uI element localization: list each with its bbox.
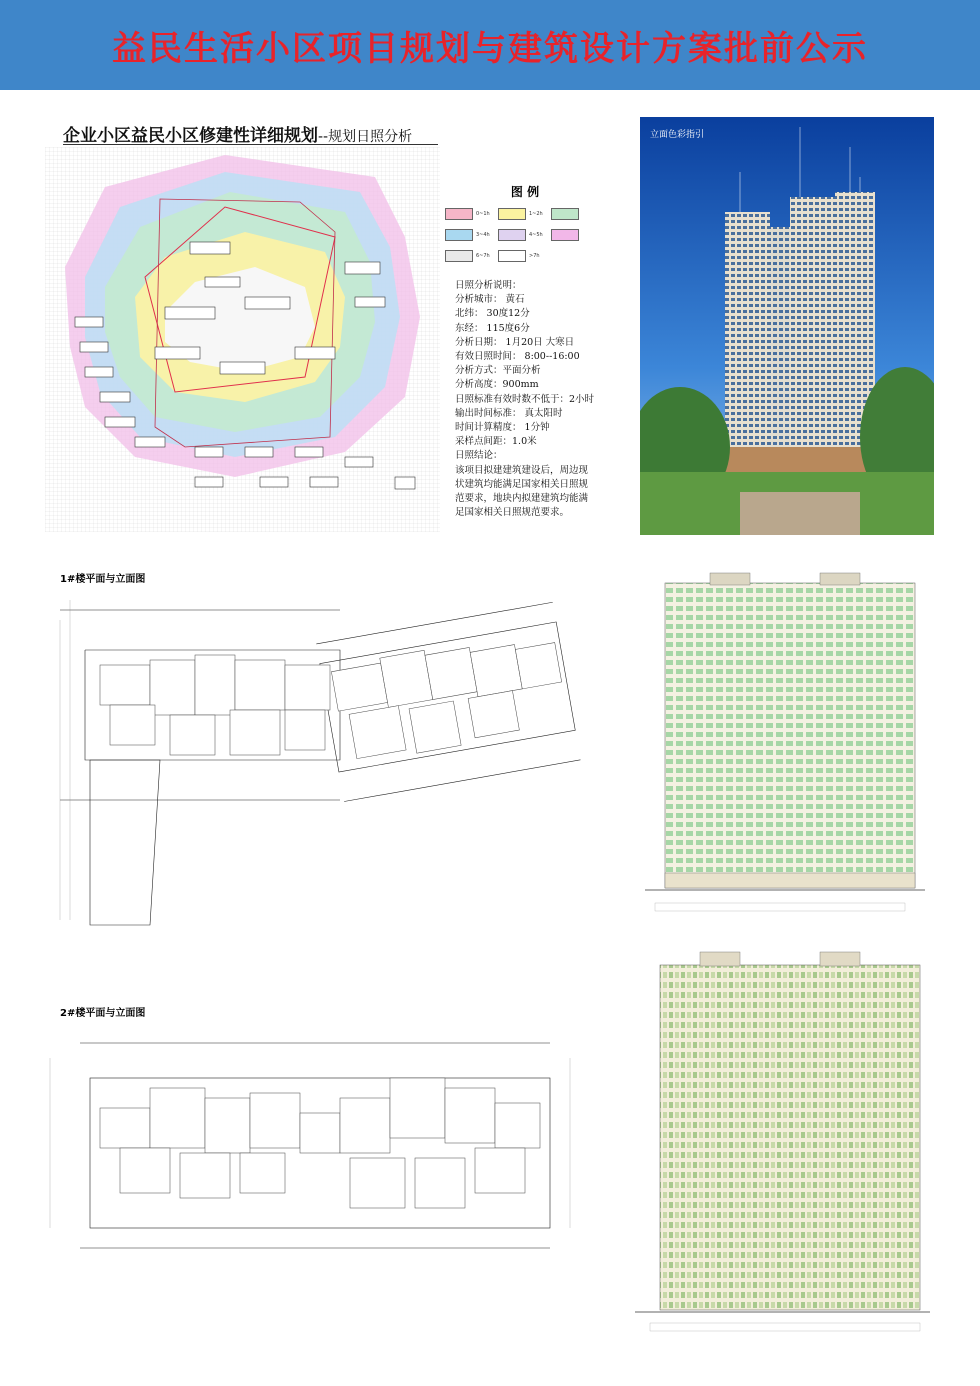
note-line: 采样点间距：1.0米: [455, 436, 537, 448]
analysis-notes: [455, 279, 595, 520]
legend-label: 0~1h: [476, 211, 490, 217]
sunlight-analysis-panel: [45, 117, 605, 532]
note-line: 分析高度：900mm: [455, 379, 539, 391]
sunlight-title: [63, 121, 412, 146]
note-line: 分析城市： 黄石: [455, 294, 525, 306]
legend-item: [445, 208, 498, 220]
legend-item: [551, 229, 604, 241]
legend-item: [445, 250, 498, 262]
sunlight-title-sub: --规划日照分析: [318, 129, 413, 145]
note-line: 时间计算精度： 1分钟: [455, 422, 550, 434]
note-line: 东经： 115度6分: [455, 322, 530, 334]
title-banner: [0, 0, 980, 90]
legend-label: 4~5h: [529, 232, 543, 238]
note-line: 分析日期： 1月20日 大寒日: [455, 336, 575, 348]
building-2-floor-plan: [40, 1018, 585, 1318]
building-1-elevation: [625, 568, 935, 928]
note-line: 北纬： 30度12分: [455, 308, 530, 320]
note-line: 有效日照时间： 8:00--16:00: [455, 351, 580, 363]
legend-label: 6~7h: [476, 253, 490, 259]
legend-item: [498, 208, 551, 220]
legend-label: >7h: [529, 253, 540, 259]
conclusion-text: 该项目拟建建筑建设后，周边现状建筑均能满足国家相关日照规范要求，地块内拟建建筑均能满足国家相关日照规范要求。: [455, 464, 589, 519]
building-2-label: 2#楼平面与立面图: [60, 1008, 146, 1019]
legend-label: 3~4h: [476, 232, 490, 238]
title-underline: [63, 144, 438, 145]
sunlight-title-main: 企业小区益民小区修建性详细规划: [63, 126, 318, 146]
legend-item: [551, 208, 604, 220]
legend: [445, 183, 605, 262]
building-rendering: [640, 117, 934, 535]
building-1-floor-plan: [40, 580, 600, 930]
building-1-label: 1#楼平面与立面图: [60, 574, 146, 585]
note-line: 日照标准有效时数不低于：2小时: [455, 393, 595, 405]
note-line: 分析方式：平面分析: [455, 365, 541, 377]
legend-item: [498, 229, 551, 241]
sunlight-map: [45, 147, 440, 532]
note-line: 日照结论：: [455, 450, 503, 462]
page-title: 益民生活小区项目规划与建筑设计方案批前公示: [112, 28, 868, 69]
rendering-illustration: [640, 117, 934, 535]
note-line: 日照分析说明：: [455, 280, 522, 291]
building-2-elevation: [620, 940, 940, 1340]
legend-title: 图 例: [510, 185, 540, 199]
legend-item: [445, 229, 498, 241]
legend-label: 1~2h: [529, 211, 543, 217]
rendering-label: 立面色彩指引: [650, 130, 705, 140]
legend-item: [498, 250, 551, 262]
note-line: 输出时间标准： 真太阳时: [455, 407, 563, 419]
